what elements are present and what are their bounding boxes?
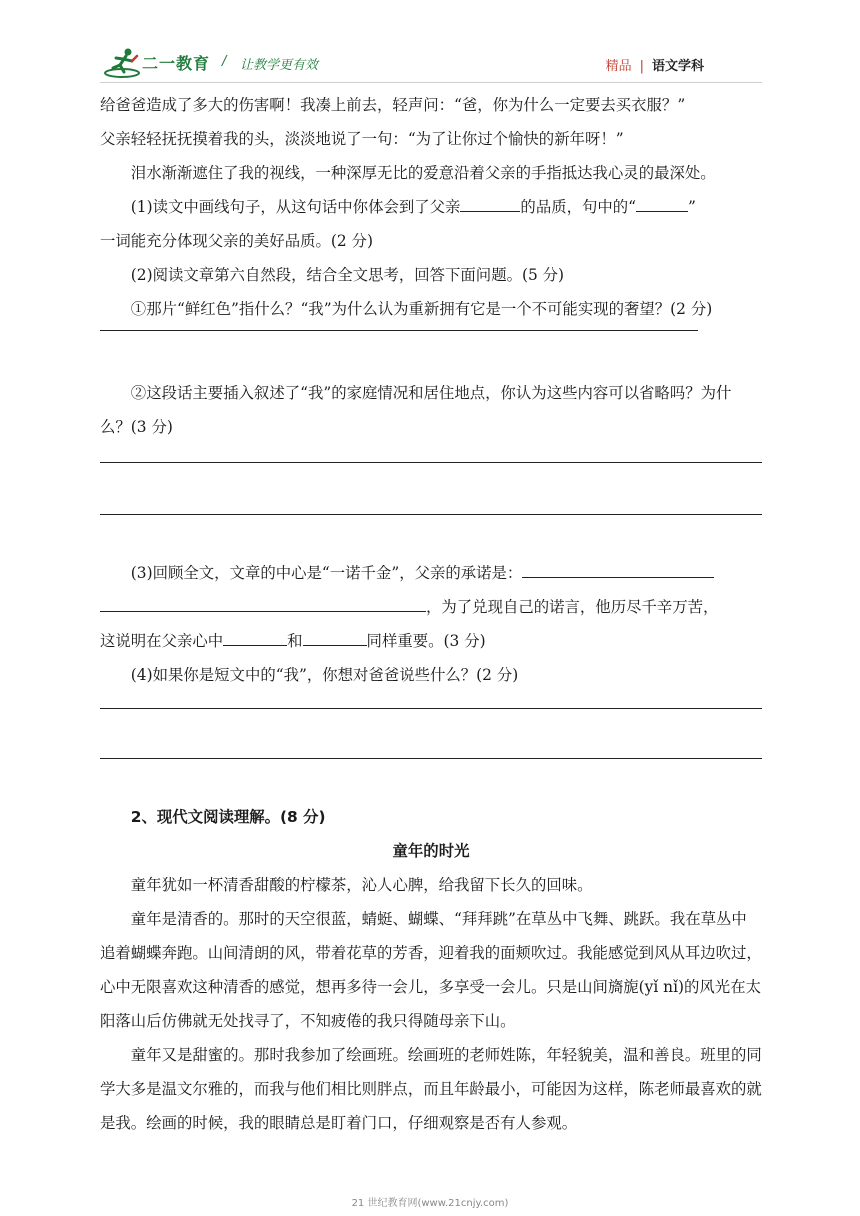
question-3-cont: [100, 624, 762, 658]
header-subject-tag: [606, 55, 704, 74]
question-3: [100, 556, 762, 590]
answer-area: [100, 330, 762, 364]
question-2: (2)阅读文章第六自然段，结合全文思考，回答下面问题。(5 分): [130, 266, 565, 284]
question-1: [100, 190, 762, 224]
answer-line[interactable]: [100, 330, 698, 331]
header-divider: |: [639, 59, 644, 74]
subject-label: 语文学科: [651, 59, 704, 74]
question-text: (1)读文中画线句子，从这句话中你体会到了父亲: [130, 198, 461, 216]
header-rule: [100, 82, 762, 83]
answer-area: [100, 708, 762, 742]
section-heading: 2、现代文阅读理解。(8 分): [130, 808, 326, 826]
question-text: 一词能充分体现父亲的美好品质。(2 分): [100, 232, 373, 250]
question-3-cont: [100, 590, 762, 624]
question-text: 同样重要。(3 分): [366, 632, 486, 650]
brand-logo: [104, 46, 234, 80]
page-footer: 21 世纪教育网(www.21cnjy.com): [351, 1198, 509, 1209]
answer-area: [100, 462, 762, 496]
question-2-2: ②这段话主要插入叙述了“我”的家庭情况和居住地点，你认为这些内容可以省略吗？为什么？(3 分): [100, 384, 732, 436]
answer-blank[interactable]: [223, 627, 287, 646]
question-text: ，为了兑现自己的诺言，他历尽千辛万苦，: [426, 598, 719, 616]
premium-label: 精品: [605, 59, 632, 74]
runner-logo-icon: [104, 46, 144, 80]
answer-blank[interactable]: [522, 559, 714, 578]
question-2-1: ①那片“鲜红色”指什么？“我”为什么认为重新拥有它是一个不可能实现的奢望？(2 分): [130, 300, 713, 318]
slogan-separator: /: [222, 54, 227, 69]
answer-line[interactable]: [100, 514, 762, 515]
passage-paragraph: 童年犹如一杯清香甜酸的柠檬茶，沁人心脾，给我留下长久的回味。: [130, 876, 593, 894]
question-text: 的品质，句中的“: [520, 198, 637, 216]
answer-blank[interactable]: [460, 193, 520, 212]
question-text: ”: [688, 198, 696, 216]
answer-blank[interactable]: [303, 627, 367, 646]
document-body: [100, 88, 762, 1140]
answer-blank[interactable]: [636, 193, 688, 212]
question-4: (4)如果你是短文中的“我”，你想对爸爸说些什么？(2 分): [130, 666, 519, 684]
passage-paragraph: 童年又是甜蜜的。那时我参加了绘画班。绘画班的老师姓陈，年轻貌美，温和善良。班里的同学大多是温文尔雅的，而我与他们相比则胖点，而且年龄最小，可能因为这样，陈老师最喜欢的就是我。绘画的时候，我的眼睛总是盯着门口，仔细观察是否有人参观。: [100, 1046, 762, 1132]
answer-area: [100, 758, 762, 792]
answer-line[interactable]: [100, 462, 762, 463]
story-text-line: 给爸爸造成了多大的伤害啊！我凑上前去，轻声问：“爸，你为什么一定要去买衣服？”: [100, 96, 686, 114]
answer-line[interactable]: [100, 708, 762, 709]
passage-title: 童年的时光: [392, 842, 470, 860]
question-text: 这说明在父亲心中: [100, 632, 224, 650]
question-text: (3)回顾全文，文章的中心是“一诺千金”，父亲的承诺是：: [130, 564, 523, 582]
story-paragraph: 泪水渐渐遮住了我的视线，一种深厚无比的爱意沿着父亲的手指抵达我心灵的最深处。: [130, 164, 716, 182]
answer-blank[interactable]: [100, 593, 426, 612]
story-text-line: 父亲轻轻抚抚摸着我的头，淡淡地说了一句：“为了让你过个愉快的新年呀！”: [100, 130, 624, 148]
answer-area: [100, 514, 762, 548]
passage-paragraph: 童年是清香的。那时的天空很蓝，蜻蜓、蝴蝶、“拜拜跳”在草丛中飞舞、跳跃。我在草丛中追着蝴蝶奔跑。山间清朗的风，带着花草的芳香，迎着我的面颊吹过。我能感觉到风从耳边吹过，心中无限喜欢这种清香的感觉，想再多待一会儿，多享受一会儿。只是山间旖旎(yǐ nǐ)的风光在太阳落山后仿佛就无处找寻了，不知疲倦的我只得随母亲下山。: [100, 910, 762, 1030]
answer-line[interactable]: [100, 758, 762, 759]
page-header: [0, 0, 860, 90]
logo-text: 二一教育: [142, 54, 211, 73]
slogan: 让教学更有效: [240, 58, 319, 73]
question-text: 和: [287, 632, 303, 650]
